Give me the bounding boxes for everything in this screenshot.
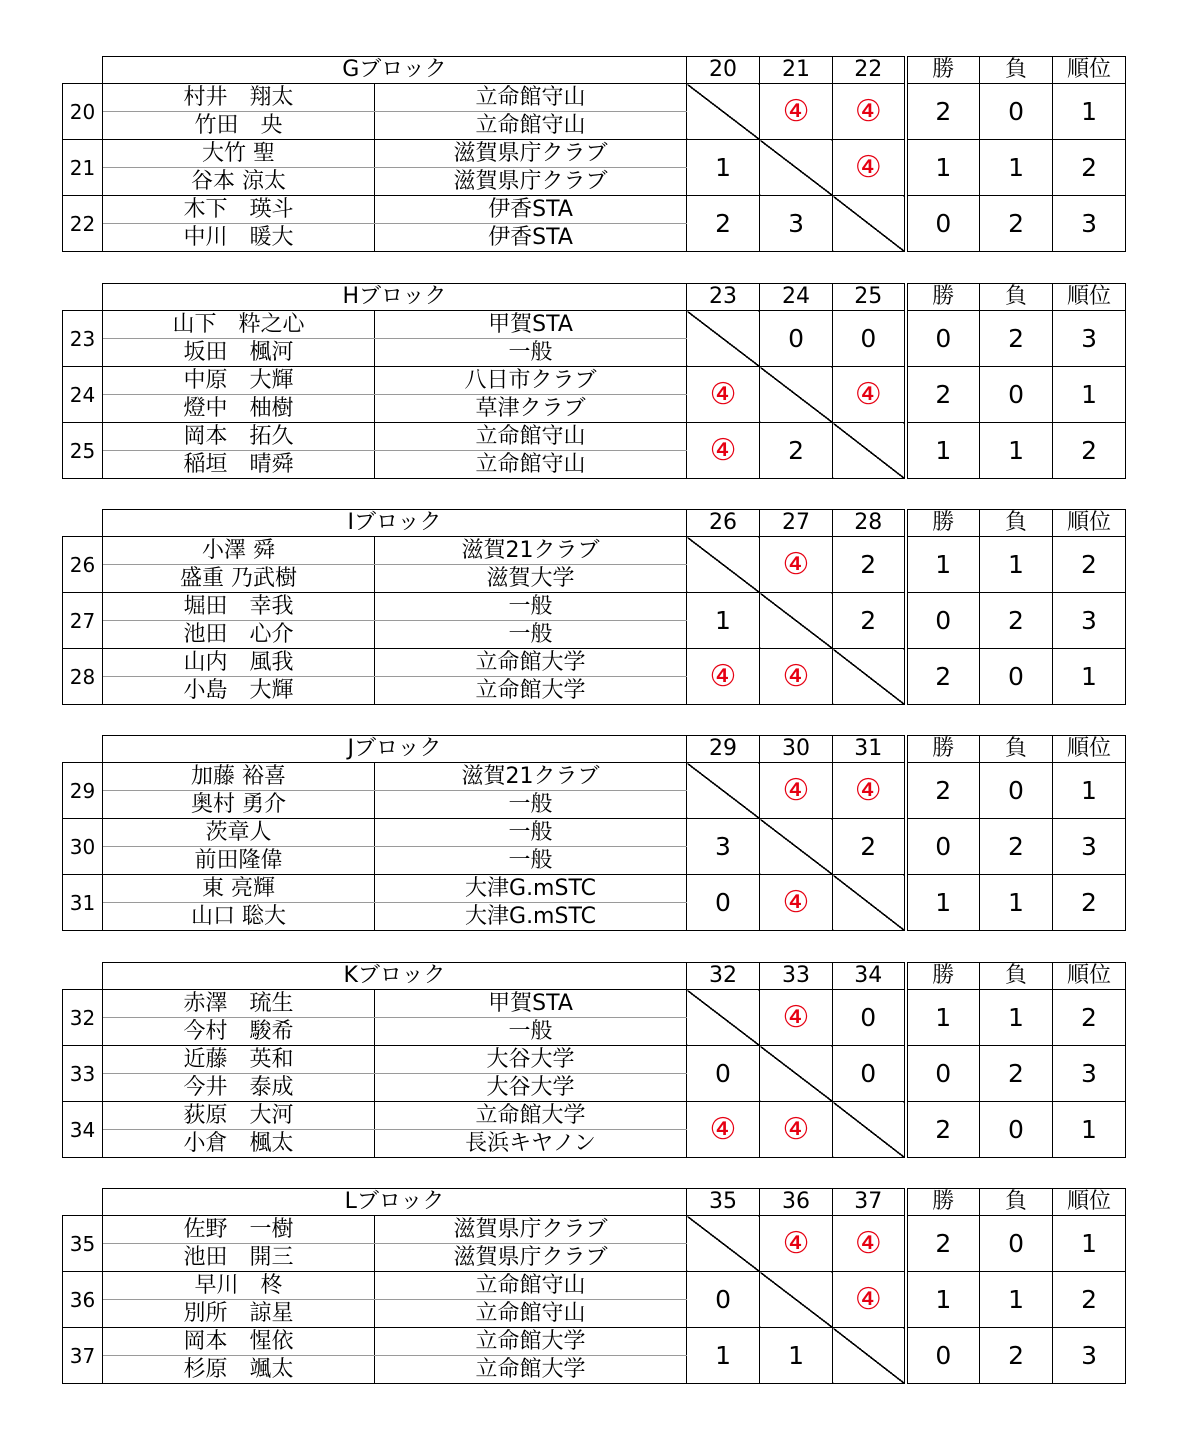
- player-name: 池田 心介: [103, 621, 375, 649]
- player-name: 岡本 惺依: [103, 1328, 375, 1356]
- column-number: 22: [833, 57, 906, 84]
- wins-value: 0: [906, 819, 980, 875]
- pair-number: 24: [63, 367, 103, 423]
- pair-row: [63, 423, 1126, 451]
- pair-number: 21: [63, 140, 103, 196]
- player-name: 堀田 幸我: [103, 593, 375, 621]
- player-club: 一般: [375, 1018, 687, 1046]
- player-name: 加藤 裕喜: [103, 763, 375, 791]
- player-name: 竹田 央: [103, 112, 375, 140]
- column-number: 31: [833, 736, 906, 763]
- block-table: [62, 735, 1127, 933]
- pair-row: [63, 819, 1126, 847]
- losses-value: 2: [980, 1046, 1053, 1102]
- pair-number: 23: [63, 311, 103, 367]
- player-club: 甲賀STA: [375, 311, 687, 339]
- rank-header: 順位: [1053, 284, 1126, 311]
- pair-row: [63, 1102, 1126, 1130]
- column-number: 20: [687, 57, 760, 84]
- self-match-cell: [833, 875, 906, 931]
- rank-value: 2: [1053, 140, 1126, 196]
- player-name: 今井 泰成: [103, 1074, 375, 1102]
- pair-row: [63, 84, 1126, 112]
- self-match-cell: [687, 1216, 760, 1272]
- player-name: 村井 翔太: [103, 84, 375, 112]
- player-name: 茨章人: [103, 819, 375, 847]
- player-club: 一般: [375, 593, 687, 621]
- wins-value: 0: [906, 593, 980, 649]
- losses-value: 1: [980, 140, 1053, 196]
- wins-value: 0: [906, 311, 980, 367]
- rank-value: 1: [1053, 84, 1126, 140]
- wins-value: 2: [906, 84, 980, 140]
- match-score: 1: [760, 1328, 833, 1384]
- player-club: 立命館守山: [375, 112, 687, 140]
- pair-number: 35: [63, 1216, 103, 1272]
- match-score: ④: [833, 1272, 906, 1328]
- player-club: 大津G.mSTC: [375, 875, 687, 903]
- match-score: 0: [687, 1272, 760, 1328]
- pair-row: [63, 1046, 1126, 1074]
- wins-header: 勝: [906, 57, 980, 84]
- rank-value: 3: [1053, 819, 1126, 875]
- match-score: ④: [833, 763, 906, 819]
- match-score: ④: [760, 990, 833, 1046]
- wins-value: 0: [906, 196, 980, 252]
- match-score: ④: [760, 763, 833, 819]
- pair-row: [63, 875, 1126, 903]
- self-match-cell: [833, 423, 906, 479]
- pair-row: [63, 593, 1126, 621]
- match-score: ④: [760, 537, 833, 593]
- match-score: ④: [760, 649, 833, 705]
- rank-value: 1: [1053, 1216, 1126, 1272]
- pair-number: 36: [63, 1272, 103, 1328]
- match-score: ④: [833, 140, 906, 196]
- pair-number: 31: [63, 875, 103, 931]
- losses-value: 1: [980, 537, 1053, 593]
- self-match-cell: [687, 311, 760, 367]
- losses-value: 0: [980, 1216, 1053, 1272]
- rank-value: 2: [1053, 1272, 1126, 1328]
- losses-header: 負: [980, 1189, 1053, 1216]
- player-club: 大津G.mSTC: [375, 903, 687, 931]
- player-name: 盛重 乃武樹: [103, 565, 375, 593]
- rank-value: 1: [1053, 763, 1126, 819]
- player-club: 滋賀県庁クラブ: [375, 1244, 687, 1272]
- wins-value: 1: [906, 140, 980, 196]
- self-match-cell: [687, 763, 760, 819]
- player-name: 東 亮輝: [103, 875, 375, 903]
- rank-value: 1: [1053, 649, 1126, 705]
- match-score: 1: [687, 1328, 760, 1384]
- player-name: 山下 粋之心: [103, 311, 375, 339]
- wins-value: 1: [906, 990, 980, 1046]
- column-number: 30: [760, 736, 833, 763]
- match-score: 2: [833, 537, 906, 593]
- match-score: ④: [687, 423, 760, 479]
- pair-number: 32: [63, 990, 103, 1046]
- pair-row: [63, 649, 1126, 677]
- pair-row: [63, 1272, 1126, 1300]
- player-club: 一般: [375, 339, 687, 367]
- player-name: 荻原 大河: [103, 1102, 375, 1130]
- match-score: ④: [833, 84, 906, 140]
- column-number: 33: [760, 963, 833, 990]
- pair-number: 34: [63, 1102, 103, 1158]
- wins-value: 1: [906, 537, 980, 593]
- player-club: 立命館大学: [375, 677, 687, 705]
- rank-value: 3: [1053, 311, 1126, 367]
- losses-value: 0: [980, 649, 1053, 705]
- pair-row: [63, 763, 1126, 791]
- player-club: 立命館守山: [375, 84, 687, 112]
- wins-value: 2: [906, 1102, 980, 1158]
- match-score: 0: [687, 1046, 760, 1102]
- pair-number: 25: [63, 423, 103, 479]
- losses-value: 0: [980, 1102, 1053, 1158]
- losses-value: 2: [980, 819, 1053, 875]
- pair-row: [63, 1216, 1126, 1244]
- column-number: 35: [687, 1189, 760, 1216]
- rank-header: 順位: [1053, 1189, 1126, 1216]
- rank-value: 1: [1053, 1102, 1126, 1158]
- match-score: 1: [687, 140, 760, 196]
- wins-value: 2: [906, 1216, 980, 1272]
- wins-value: 2: [906, 763, 980, 819]
- self-match-cell: [760, 593, 833, 649]
- player-name: 小島 大輝: [103, 677, 375, 705]
- rank-value: 2: [1053, 423, 1126, 479]
- losses-value: 2: [980, 1328, 1053, 1384]
- block-table: [62, 509, 1127, 707]
- match-score: ④: [687, 1102, 760, 1158]
- losses-header: 負: [980, 57, 1053, 84]
- match-score: 0: [687, 875, 760, 931]
- self-match-cell: [760, 140, 833, 196]
- block-table: [62, 56, 1127, 254]
- pair-number: 22: [63, 196, 103, 252]
- self-match-cell: [687, 84, 760, 140]
- wins-value: 0: [906, 1328, 980, 1384]
- player-name: 木下 瑛斗: [103, 196, 375, 224]
- self-match-cell: [833, 1328, 906, 1384]
- column-number: 25: [833, 284, 906, 311]
- self-match-cell: [687, 990, 760, 1046]
- wins-value: 0: [906, 1046, 980, 1102]
- block-name: Kブロック: [103, 963, 687, 990]
- rank-value: 2: [1053, 875, 1126, 931]
- player-name: 近藤 英和: [103, 1046, 375, 1074]
- player-club: 立命館守山: [375, 451, 687, 479]
- pair-row: [63, 196, 1126, 224]
- wins-header: 勝: [906, 1189, 980, 1216]
- losses-value: 0: [980, 84, 1053, 140]
- block-name: Jブロック: [103, 736, 687, 763]
- wins-header: 勝: [906, 284, 980, 311]
- rank-header: 順位: [1053, 736, 1126, 763]
- rank-value: 2: [1053, 537, 1126, 593]
- player-name: 谷本 涼太: [103, 168, 375, 196]
- player-name: 燈中 柚樹: [103, 395, 375, 423]
- rank-value: 1: [1053, 367, 1126, 423]
- self-match-cell: [833, 649, 906, 705]
- column-number: 23: [687, 284, 760, 311]
- wins-value: 2: [906, 367, 980, 423]
- player-club: 立命館大学: [375, 1328, 687, 1356]
- self-match-cell: [833, 196, 906, 252]
- self-match-cell: [760, 367, 833, 423]
- player-club: 立命館守山: [375, 1272, 687, 1300]
- match-score: 0: [833, 311, 906, 367]
- player-club: 草津クラブ: [375, 395, 687, 423]
- match-score: 2: [833, 593, 906, 649]
- rank-value: 3: [1053, 593, 1126, 649]
- player-club: 伊香STA: [375, 224, 687, 252]
- losses-value: 1: [980, 875, 1053, 931]
- wins-value: 1: [906, 423, 980, 479]
- pair-row: [63, 140, 1126, 168]
- player-club: 一般: [375, 847, 687, 875]
- losses-value: 2: [980, 593, 1053, 649]
- player-club: 滋賀県庁クラブ: [375, 1216, 687, 1244]
- losses-value: 0: [980, 763, 1053, 819]
- player-name: 小澤 舜: [103, 537, 375, 565]
- pair-row: [63, 537, 1126, 565]
- player-name: 稲垣 晴舜: [103, 451, 375, 479]
- losses-value: 1: [980, 990, 1053, 1046]
- pair-row: [63, 367, 1126, 395]
- player-name: 赤澤 琉生: [103, 990, 375, 1018]
- pair-number: 28: [63, 649, 103, 705]
- match-score: 0: [833, 990, 906, 1046]
- rank-value: 2: [1053, 990, 1126, 1046]
- self-match-cell: [833, 1102, 906, 1158]
- player-club: 滋賀21クラブ: [375, 763, 687, 791]
- losses-header: 負: [980, 284, 1053, 311]
- player-club: 滋賀大学: [375, 565, 687, 593]
- column-number: 21: [760, 57, 833, 84]
- player-club: 八日市クラブ: [375, 367, 687, 395]
- block-table: [62, 962, 1127, 1160]
- match-score: 2: [833, 819, 906, 875]
- player-name: 山内 風我: [103, 649, 375, 677]
- wins-value: 2: [906, 649, 980, 705]
- self-match-cell: [760, 819, 833, 875]
- match-score: ④: [687, 649, 760, 705]
- rank-header: 順位: [1053, 963, 1126, 990]
- column-number: 34: [833, 963, 906, 990]
- match-score: 3: [760, 196, 833, 252]
- player-name: 中原 大輝: [103, 367, 375, 395]
- player-club: 一般: [375, 819, 687, 847]
- column-number: 27: [760, 510, 833, 537]
- rank-header: 順位: [1053, 57, 1126, 84]
- match-score: 0: [760, 311, 833, 367]
- pair-number: 33: [63, 1046, 103, 1102]
- block-name: Hブロック: [103, 284, 687, 311]
- player-name: 山口 聡大: [103, 903, 375, 931]
- player-name: 別所 諒星: [103, 1300, 375, 1328]
- player-club: 一般: [375, 621, 687, 649]
- block-name: Gブロック: [103, 57, 687, 84]
- losses-header: 負: [980, 510, 1053, 537]
- losses-value: 0: [980, 367, 1053, 423]
- match-score: 1: [687, 593, 760, 649]
- player-name: 池田 開三: [103, 1244, 375, 1272]
- block-table: [62, 283, 1127, 481]
- rank-value: 3: [1053, 1046, 1126, 1102]
- player-club: 滋賀県庁クラブ: [375, 168, 687, 196]
- wins-value: 1: [906, 875, 980, 931]
- rank-value: 3: [1053, 1328, 1126, 1384]
- player-name: 中川 暖大: [103, 224, 375, 252]
- column-number: 37: [833, 1189, 906, 1216]
- match-score: ④: [760, 1216, 833, 1272]
- rank-header: 順位: [1053, 510, 1126, 537]
- pair-number: 20: [63, 84, 103, 140]
- wins-header: 勝: [906, 510, 980, 537]
- player-name: 杉原 颯太: [103, 1356, 375, 1384]
- column-number: 29: [687, 736, 760, 763]
- match-score: ④: [760, 875, 833, 931]
- player-club: 滋賀21クラブ: [375, 537, 687, 565]
- match-score: 3: [687, 819, 760, 875]
- wins-header: 勝: [906, 963, 980, 990]
- losses-value: 1: [980, 423, 1053, 479]
- player-club: 長浜キヤノン: [375, 1130, 687, 1158]
- player-name: 大竹 聖: [103, 140, 375, 168]
- wins-header: 勝: [906, 736, 980, 763]
- match-score: 0: [833, 1046, 906, 1102]
- player-club: 大谷大学: [375, 1074, 687, 1102]
- column-number: 24: [760, 284, 833, 311]
- column-number: 32: [687, 963, 760, 990]
- player-name: 前田隆偉: [103, 847, 375, 875]
- match-score: 2: [760, 423, 833, 479]
- block-name: Lブロック: [103, 1189, 687, 1216]
- player-name: 今村 駿希: [103, 1018, 375, 1046]
- player-club: 甲賀STA: [375, 990, 687, 1018]
- match-score: ④: [760, 84, 833, 140]
- pair-row: [63, 990, 1126, 1018]
- player-name: 岡本 拓久: [103, 423, 375, 451]
- player-name: 佐野 一樹: [103, 1216, 375, 1244]
- player-club: 伊香STA: [375, 196, 687, 224]
- player-club: 立命館大学: [375, 1356, 687, 1384]
- player-club: 立命館守山: [375, 1300, 687, 1328]
- player-club: 立命館大学: [375, 1102, 687, 1130]
- pair-row: [63, 311, 1126, 339]
- pair-number: 29: [63, 763, 103, 819]
- player-club: 大谷大学: [375, 1046, 687, 1074]
- player-name: 早川 柊: [103, 1272, 375, 1300]
- pair-number: 26: [63, 537, 103, 593]
- match-score: ④: [760, 1102, 833, 1158]
- player-name: 坂田 楓河: [103, 339, 375, 367]
- self-match-cell: [760, 1272, 833, 1328]
- match-score: ④: [833, 367, 906, 423]
- rank-value: 3: [1053, 196, 1126, 252]
- player-club: 立命館守山: [375, 423, 687, 451]
- losses-header: 負: [980, 963, 1053, 990]
- block-table: [62, 1188, 1127, 1386]
- losses-value: 2: [980, 196, 1053, 252]
- wins-value: 1: [906, 1272, 980, 1328]
- column-number: 36: [760, 1189, 833, 1216]
- column-number: 28: [833, 510, 906, 537]
- player-name: 奥村 勇介: [103, 791, 375, 819]
- pair-number: 27: [63, 593, 103, 649]
- losses-value: 2: [980, 311, 1053, 367]
- player-club: 一般: [375, 791, 687, 819]
- self-match-cell: [687, 537, 760, 593]
- block-name: Iブロック: [103, 510, 687, 537]
- match-score: ④: [687, 367, 760, 423]
- pair-number: 30: [63, 819, 103, 875]
- pair-row: [63, 1328, 1126, 1356]
- losses-header: 負: [980, 736, 1053, 763]
- match-score: 2: [687, 196, 760, 252]
- pair-number: 37: [63, 1328, 103, 1384]
- player-name: 小倉 楓太: [103, 1130, 375, 1158]
- player-club: 滋賀県庁クラブ: [375, 140, 687, 168]
- match-score: ④: [833, 1216, 906, 1272]
- column-number: 26: [687, 510, 760, 537]
- losses-value: 1: [980, 1272, 1053, 1328]
- self-match-cell: [760, 1046, 833, 1102]
- player-club: 立命館大学: [375, 649, 687, 677]
